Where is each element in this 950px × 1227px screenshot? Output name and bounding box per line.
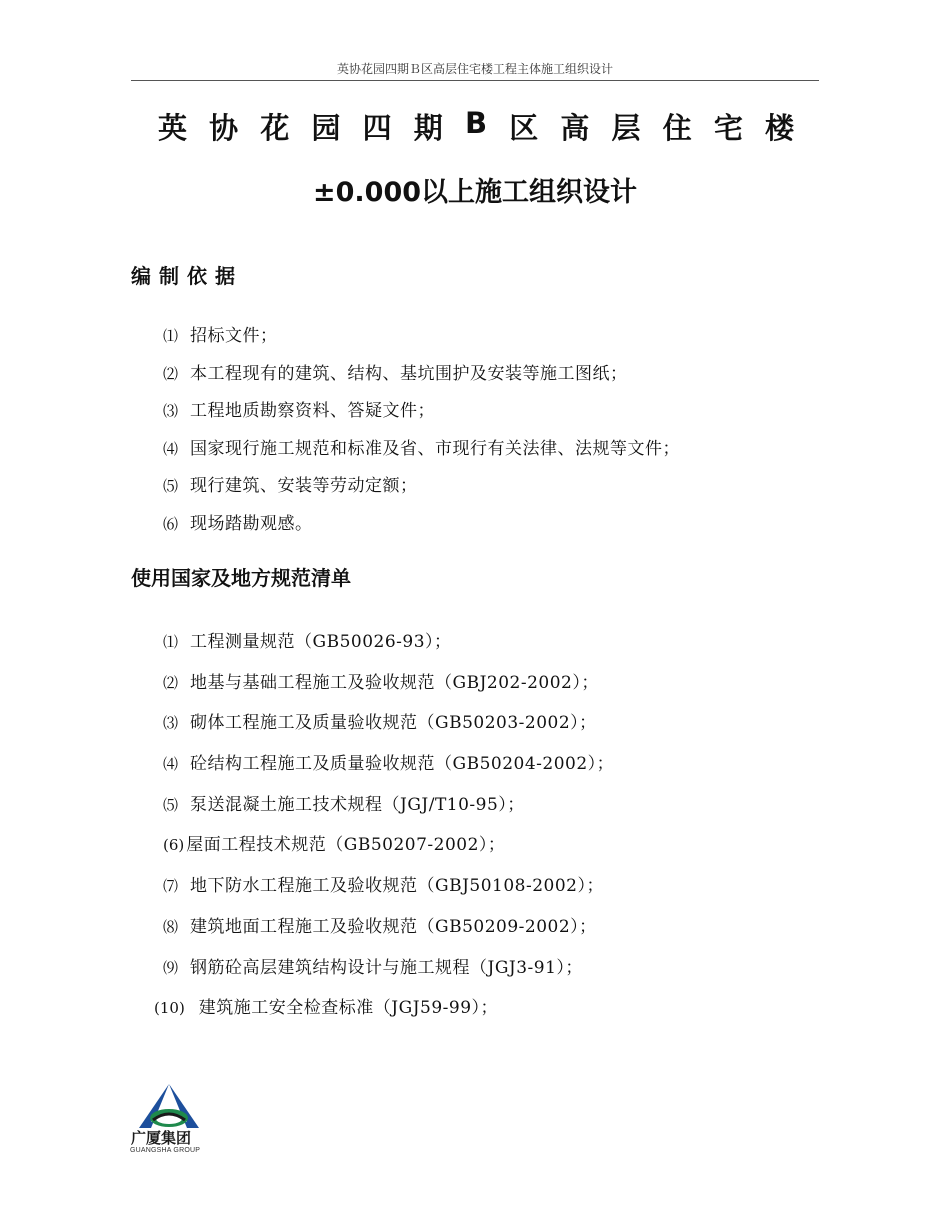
item-text: 工程地质勘察资料、答疑文件； [190,401,436,422]
basis-list [163,318,680,544]
list-item [163,744,614,785]
title-char: 层 [611,111,641,145]
item-number: ⑷ [163,439,179,458]
item-number: ⑶ [163,714,179,733]
item-number: ⑴ [163,327,179,345]
item-text: 建筑施工安全检查标准（JGJ59-99）； [198,998,499,1019]
title-char: B [464,106,488,140]
list-item [163,622,614,663]
title-char: 宅 [713,111,743,145]
section-heading-basis: 编制依据 [131,264,243,288]
item-text: 现行建筑、安装等劳动定额； [190,476,418,497]
list-item [163,506,680,544]
list-item [163,318,680,356]
item-number: ⑵ [163,364,179,383]
item-text: 砼结构工程施工及质量验收规范（GB50204-2002）； [190,754,615,775]
list-item [163,356,680,394]
item-number: ⑸ [163,477,179,496]
item-text: 招标文件； [190,326,278,346]
list-item [163,825,614,866]
title-char: 四 [362,111,392,145]
item-text: 国家现行施工规范和标准及省、市现行有关法律、法规等文件； [190,438,681,459]
item-text: 本工程现有的建筑、结构、基坑围护及安装等施工图纸； [190,363,628,384]
item-text: 建筑地面工程施工及验收规范（GB50209-2002）； [190,916,597,937]
item-text: 屋面工程技术规范（GB50207-2002）； [186,835,506,856]
title-char: 花 [260,111,290,145]
title-char: 高 [560,111,590,145]
item-number: ⑵ [163,673,179,692]
title-char: 住 [662,111,692,145]
list-item [163,907,614,948]
title-char: 协 [209,111,239,145]
list-item [154,988,614,1029]
item-text: 地基与基础工程施工及验收规范（GBJ202-2002）； [190,672,599,693]
running-header: 英协花园四期Ｂ区高层住宅楼工程主体施工组织设计 [336,62,613,76]
item-text: 地下防水工程施工及验收规范（GBJ50108-2002）； [190,876,604,897]
title-char: 园 [311,111,341,145]
list-item [163,703,614,744]
item-number: ⑻ [163,917,179,936]
list-item [163,431,680,469]
header-rule [131,80,819,81]
item-number: ⑺ [163,877,179,896]
standards-list [154,622,615,1029]
item-text: 钢筋砼高层建筑结构设计与施工规程（JGJ3-91）； [190,957,583,978]
list-item [163,866,614,907]
title-char: 区 [509,111,539,145]
company-name-en: GUANGSHA GROUP [130,1147,201,1154]
title-char: 楼 [764,111,794,145]
item-number: ⑸ [163,795,179,814]
list-item [163,785,614,826]
list-item [163,948,614,989]
item-number: (6) [163,836,185,855]
company-name-cn: 广厦集团 [131,1129,192,1147]
item-text: 砌体工程施工及质量验收规范（GB50203-2002）； [190,713,597,734]
item-number: ⑷ [163,755,179,774]
item-number: ⑼ [163,958,179,977]
item-text: 工程测量规范（GB50026-93）； [190,632,452,652]
list-item [163,468,680,506]
item-text: 现场踏勘观感。 [190,513,313,534]
document-title-line1 [131,106,819,147]
item-text: 泵送混凝土施工技术规程（JGJ/T10-95）； [190,794,525,815]
item-number: ⑴ [163,633,179,651]
item-number: ⑶ [163,402,179,421]
section-heading-standards: 使用国家及地方规范清单 [131,566,351,590]
document-title-line2: ±0.000以上施工组织设计 [312,177,638,208]
item-number: (10) [154,999,185,1018]
list-item [163,393,680,431]
list-item [163,663,614,704]
item-number: ⑹ [163,514,179,533]
title-char: 期 [413,111,443,145]
title-char: 英 [158,111,188,145]
